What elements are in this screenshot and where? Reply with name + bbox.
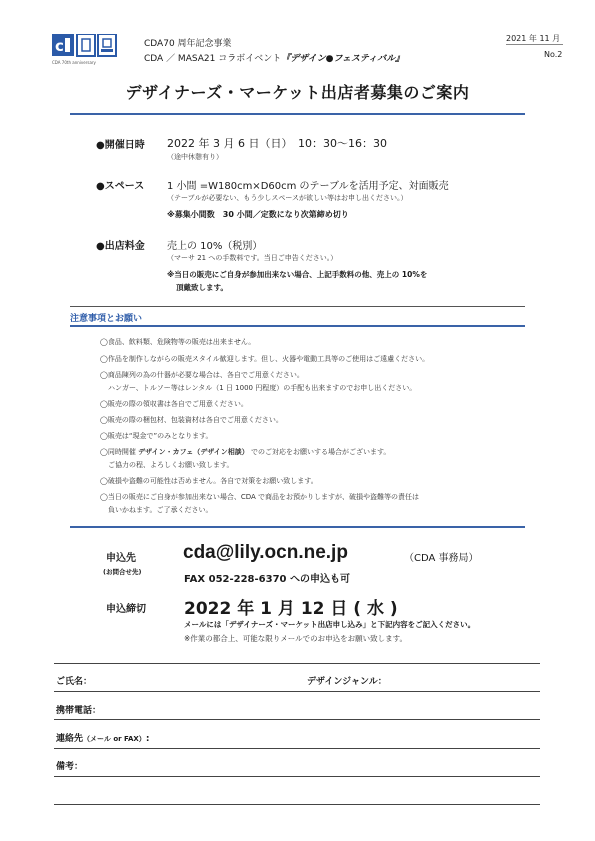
caution-heading: 注意事項とお願い (70, 314, 143, 324)
booth-count-note: ※募集小間数 30 小間／定数になり次第締め切り (167, 210, 349, 219)
form-line (54, 776, 540, 777)
title-underline (70, 113, 525, 115)
form-line (54, 748, 540, 749)
caution-item: ◯作品を制作しながらの販売スタイル歓迎します。但し、火器や電動工具等のご使用はご遠慮ください。 (100, 355, 430, 363)
issue-date: 2021 年 11 月 (506, 34, 561, 43)
apply-email[interactable]: cda@lily.ocn.ne.jp (183, 542, 348, 563)
fee-extra-note-2: 頂戴致します。 (176, 283, 228, 292)
remarks-field-label: 備考： (56, 762, 84, 772)
genre-field-label: デザインジャンル： (307, 677, 387, 687)
fax-note: FAX 052-228-6370 への申込も可 (184, 574, 350, 585)
contact-label-main: 連絡先 (56, 734, 84, 744)
contact-label-colon: : (145, 734, 150, 744)
caution-item-cont: ご協力の程、よろしくお願い致します。 (108, 461, 234, 469)
fee-value: 売上の 10%（税別） (167, 241, 263, 252)
header-line-2 (144, 53, 404, 65)
caution-item: ◯販売の際の梱包材、包装資材は各自でご用意ください。 (100, 416, 283, 424)
form-line (54, 719, 540, 720)
form-bottom-line (54, 804, 540, 805)
apply-to-label: 申込先 (106, 553, 136, 564)
office-name: （CDA 事務局） (404, 553, 479, 564)
caution-item-suffix: でのご対応をお願いする場合がございます。 (250, 448, 391, 456)
date-divider (506, 44, 563, 45)
caution-item (100, 447, 390, 458)
schedule-note: （途中休憩有り） (167, 153, 223, 161)
header-line-1: CDA70 周年記念事業 (144, 39, 232, 49)
fee-note: （マーサ 21 への手数料です。当日ご申告ください。） (167, 254, 338, 262)
event-name: 『デザイン●フェスティバル』 (281, 54, 405, 64)
caution-item-cont: ハンガー、トルソー等はレンタル（1 日 1000 円程度）の手配も出来ますのでお申し出ください。 (108, 384, 417, 392)
caution-item: ◯当日の販売にご自身が参加出来ない場合、CDA で商品をお預かりしますが、破損や盗難等の責任は (100, 493, 420, 501)
doc-number: No.2 (544, 50, 563, 59)
caution-item: ◯販売の際の領収書は各自でご用意ください。 (100, 400, 248, 408)
space-value: 1 小間 =W180cm×D60cm のテーブルを活用予定、対面販売 (167, 181, 449, 192)
caution-item-prefix: ◯同時開催 (100, 448, 136, 456)
schedule-value: 2022 年 3 月 6 日（日） 10：30〜16：30 (167, 137, 387, 150)
header-line-2-prefix: CDA ／ MASA21 コラボイベント (144, 54, 282, 64)
page-title: デザイナーズ・マーケット出店者募集のご案内 (125, 83, 470, 102)
mail-instruction: メールには「デザイナーズ・マーケット出店申し込み」と下記内容をご記入ください。 (184, 620, 476, 629)
form-top-line (54, 663, 540, 664)
deadline-date: 2022 年 1 月 12 日 ( 水 ) (184, 599, 398, 619)
caution-heading-rule (70, 325, 525, 327)
caution-item-cont: 負いかねます。ご了承ください。 (108, 506, 213, 514)
logo-caption: CDA 70th anniversary (52, 60, 96, 65)
fee-label: ●出店料金 (96, 241, 145, 252)
apply-to-sublabel: (お問合せ先) (103, 568, 142, 576)
form-line (54, 691, 540, 692)
svg-text:c: c (55, 37, 64, 55)
caution-item: ◯破損や盗難の可能性は否めません。各自で対策をお願い致します。 (100, 477, 318, 485)
fee-extra-note-1: ※当日の販売にご自身が参加出来ない場合、上記手数料の他、売上の 10%を (167, 270, 428, 279)
schedule-label: ●開催日時 (96, 140, 145, 151)
phone-field-label: 携帯電話： (56, 706, 102, 716)
space-label: ●スペース (96, 181, 145, 192)
contact-label-small: （メール or FAX） (83, 735, 146, 743)
design-cafe-name: デザイン・カフェ（デザイン相談） (138, 448, 249, 456)
space-note: （テーブルが必要ない、もう少しスペースが欲しい等はお申し出ください。） (167, 194, 408, 202)
contact-field-label (56, 731, 149, 744)
name-field-label: ご氏名： (56, 677, 93, 687)
apply-divider (70, 526, 525, 528)
caution-top-divider (70, 306, 525, 307)
caution-item: ◯食品、飲料類、危険物等の販売は出来ません。 (100, 338, 256, 346)
mail-preference-note: ※作業の都合上、可能な限りメールでのお申込をお願い致します。 (184, 634, 408, 643)
caution-item: ◯商品陳列の為の什器が必要な場合は、各自でご用意ください。 (100, 371, 304, 379)
deadline-label: 申込締切 (106, 604, 146, 615)
caution-item: ◯販売は“現金で”のみとなります。 (100, 432, 213, 440)
